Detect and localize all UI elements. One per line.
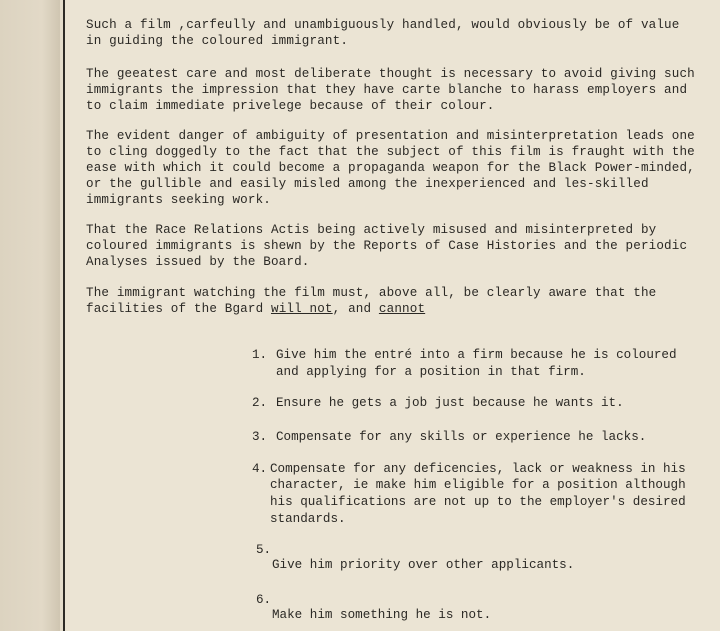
list-item-1-line-1: Give him the entré into a firm because he is coloured: [276, 348, 677, 362]
paragraph-1-line-2: in guiding the coloured immigrant.: [86, 34, 349, 48]
paragraph-2-line-1: The geeatest care and most deliberate thought is necessary to avoid giving such: [86, 67, 695, 81]
paragraph-3-line-2: to cling doggedly to the fact that the subject of this film is fraught with the: [86, 145, 695, 159]
paragraph-3-line-3: ease with which it could become a propaganda weapon for the Black Power-minded,: [86, 161, 695, 175]
list-item-4-line-1: Compensate for any deficencies, lack or weakness in his: [270, 462, 686, 476]
paragraph-3-line-5: immigrants seeking work.: [86, 193, 271, 207]
list-item-3-line-1: Compensate for any skills or experience he lacks.: [276, 430, 647, 444]
paragraph-5-line-2-mid: , and: [332, 302, 379, 316]
paragraph-4-line-3: Analyses issued by the Board.: [86, 255, 310, 269]
underlined-cannot: cannot: [378, 302, 426, 316]
list-item-4-line-3: his qualifications are not up to the employer's desired: [270, 495, 686, 509]
left-page-edge: [0, 0, 60, 631]
paragraph-4-line-2: coloured immigrants is shewn by the Reports of Case Histories and the periodic: [86, 239, 688, 253]
list-item-2-line-1: Ensure he gets a job just because he wants it.: [276, 396, 624, 410]
paragraph-1-line-1: Such a film ,carfeully and unambiguously handled, would obviously be of value: [86, 18, 680, 32]
list-item-4-line-4: standards.: [270, 512, 346, 526]
list-item-6-number: 6.: [256, 593, 272, 607]
list-item-1-number: 1.: [252, 348, 268, 362]
underlined-will-not: will not: [270, 302, 333, 316]
list-item-2-number: 2.: [252, 396, 268, 410]
paragraph-5-line-2-start: facilities of the Bgard: [86, 302, 271, 316]
list-item-1-line-2: and applying for a position in that firm.: [276, 365, 586, 379]
paragraph-3-line-4: or the gullible and easily misled among the inexperienced and les-skilled: [86, 177, 649, 191]
list-item-5-number: 5.: [256, 543, 272, 557]
paragraph-2-line-2: immigrants the impression that they have carte blanche to harass employers and: [86, 83, 688, 97]
list-item-4-number: 4.: [252, 462, 268, 476]
paragraph-3-line-1: The evident danger of ambiguity of presentation and misinterpretation leads one: [86, 129, 695, 143]
document-body: [86, 0, 716, 350]
list-item-3-number: 3.: [252, 430, 268, 444]
paragraph-5-line-1: The immigrant watching the film must, above all, be clearly aware that the: [86, 286, 657, 300]
paragraph-4-line-1: That the Race Relations Actis being actively misused and misinterpreted by: [86, 223, 657, 237]
list-item-5-line-1: Give him priority over other applicants.: [272, 558, 575, 572]
list-item-6-line-1: Make him something he is not.: [272, 608, 492, 622]
paragraph-2-line-3: to claim immediate privelege because of their colour.: [86, 99, 495, 113]
list-item-4-line-2: character, ie make him eligible for a position although: [270, 478, 686, 492]
